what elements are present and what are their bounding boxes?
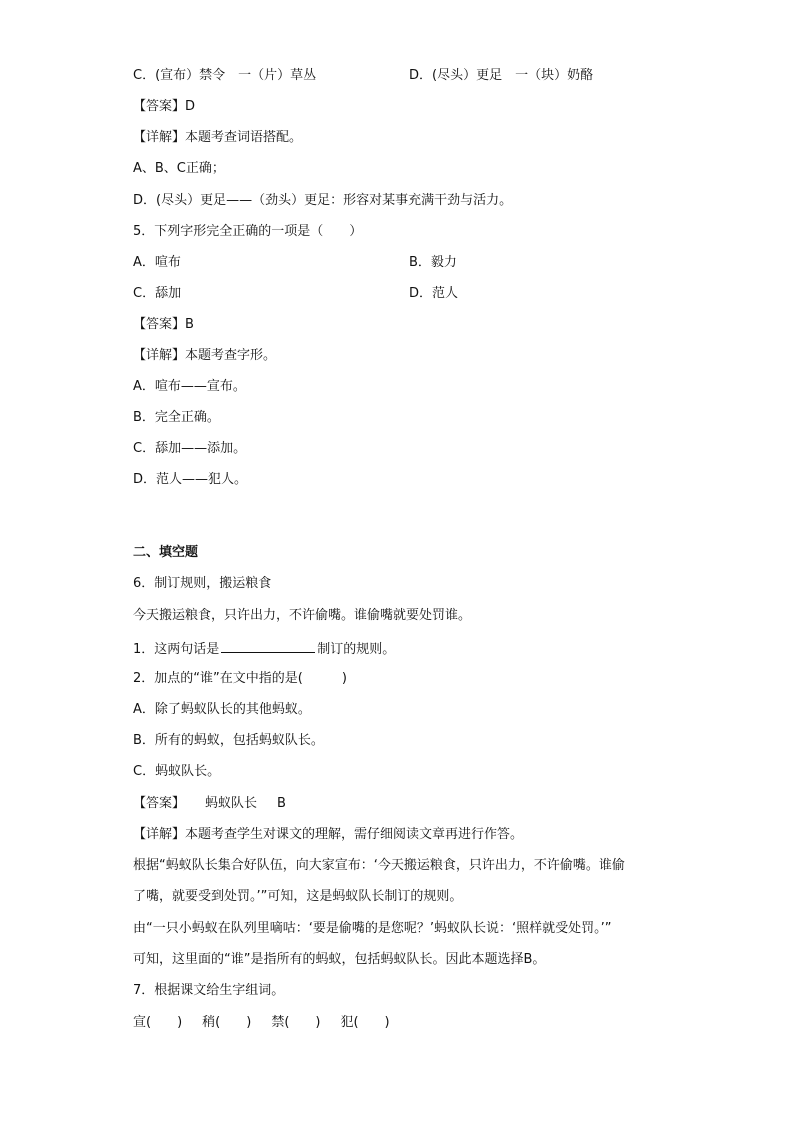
q7-item: 犯( ): [340, 1015, 390, 1030]
q6-explain-line: 了嘴，就要受到处罚。’”可知，这是蚂蚁队长制订的规则。: [133, 889, 463, 904]
q5-explain-line: C．舔加——添加。: [133, 441, 247, 456]
q5-option-b: B．毅力: [409, 255, 457, 270]
q5-explain-line: D．范人——犯人。: [133, 472, 248, 487]
q6-passage: 今天搬运粮食，只许出力，不许偷嘴。谁偷嘴就要处罚谁。: [133, 608, 472, 623]
q6-explain-line: 可知，这里面的“谁”是指所有的蚂蚁，包括蚂蚁队长。因此本题选择B。: [133, 952, 546, 967]
q6-explain-line: 【详解】本题考查学生对课文的理解，需仔细阅读文章再进行作答。: [133, 827, 524, 842]
q6-answer-2: B: [277, 796, 286, 811]
q4-explain-line: D．(尽头）更足——（劲头）更足：形容对某事充满干劲与活力。: [133, 193, 513, 208]
q7-item: 宣( ): [133, 1015, 183, 1030]
q6-explain-line: 由“一只小蚂蚁在队列里嘀咕：‘要是偷嘴的是您呢？’蚂蚁队长说：‘照样就受处罚。’”: [133, 921, 612, 936]
q6-explain-line: 根据“蚂蚁队长集合好队伍，向大家宣布：‘今天搬运粮食，只许出力，不许偷嘴。谁偷: [133, 858, 625, 873]
q7-items: [133, 1014, 390, 1032]
q5-explain-line: A．喧布——宣布。: [133, 379, 246, 394]
q6-answer-1: 蚂蚁队长: [205, 796, 258, 811]
q5-explain-line: B．完全正确。: [133, 410, 220, 425]
q6-answer: [133, 795, 286, 813]
q5-explain-line: 【详解】本题考查字形。: [133, 348, 277, 363]
q7-item: 禁( ): [271, 1015, 321, 1030]
q5-stem: 5．下列字形完全正确的一项是（ ）: [133, 224, 363, 239]
q4-explain-line: 【详解】本题考查词语搭配。: [133, 130, 303, 145]
q4-answer: 【答案】D: [133, 99, 196, 114]
q5-option-c: C．舔加: [133, 286, 182, 301]
q4-option-c: C．(宣布）禁令 一（片）草丛: [133, 68, 317, 83]
q6-sub2-option: A．除了蚂蚁队长的其他蚂蚁。: [133, 702, 311, 717]
fill-blank: [221, 638, 315, 653]
q6-answer-label: 【答案】: [133, 796, 186, 811]
q5-option-a: A．喧布: [133, 255, 181, 270]
q7-item: 稍( ): [202, 1015, 252, 1030]
q6-sub1-before: 1．这两句话是: [133, 642, 220, 657]
q6-sub1-after: 制订的规则。: [317, 642, 396, 657]
q6-sub2-option: B．所有的蚂蚁，包括蚂蚁队长。: [133, 733, 324, 748]
q5-option-d: D．范人: [409, 286, 459, 301]
q4-explain-line: A、B、C正确；: [133, 161, 225, 176]
q6-title: 6．制订规则，搬运粮食: [133, 576, 272, 591]
q4-option-d: D．(尽头）更足 一（块）奶酪: [409, 68, 594, 83]
q7-title: 7．根据课文给生字组词。: [133, 983, 285, 998]
section-title: 二、填空题: [133, 545, 199, 560]
q6-sub1: [133, 638, 395, 659]
q5-answer: 【答案】B: [133, 317, 194, 332]
q6-sub2: 2．加点的“谁”在文中指的是( ): [133, 671, 347, 686]
q6-sub2-option: C．蚂蚁队长。: [133, 764, 221, 779]
